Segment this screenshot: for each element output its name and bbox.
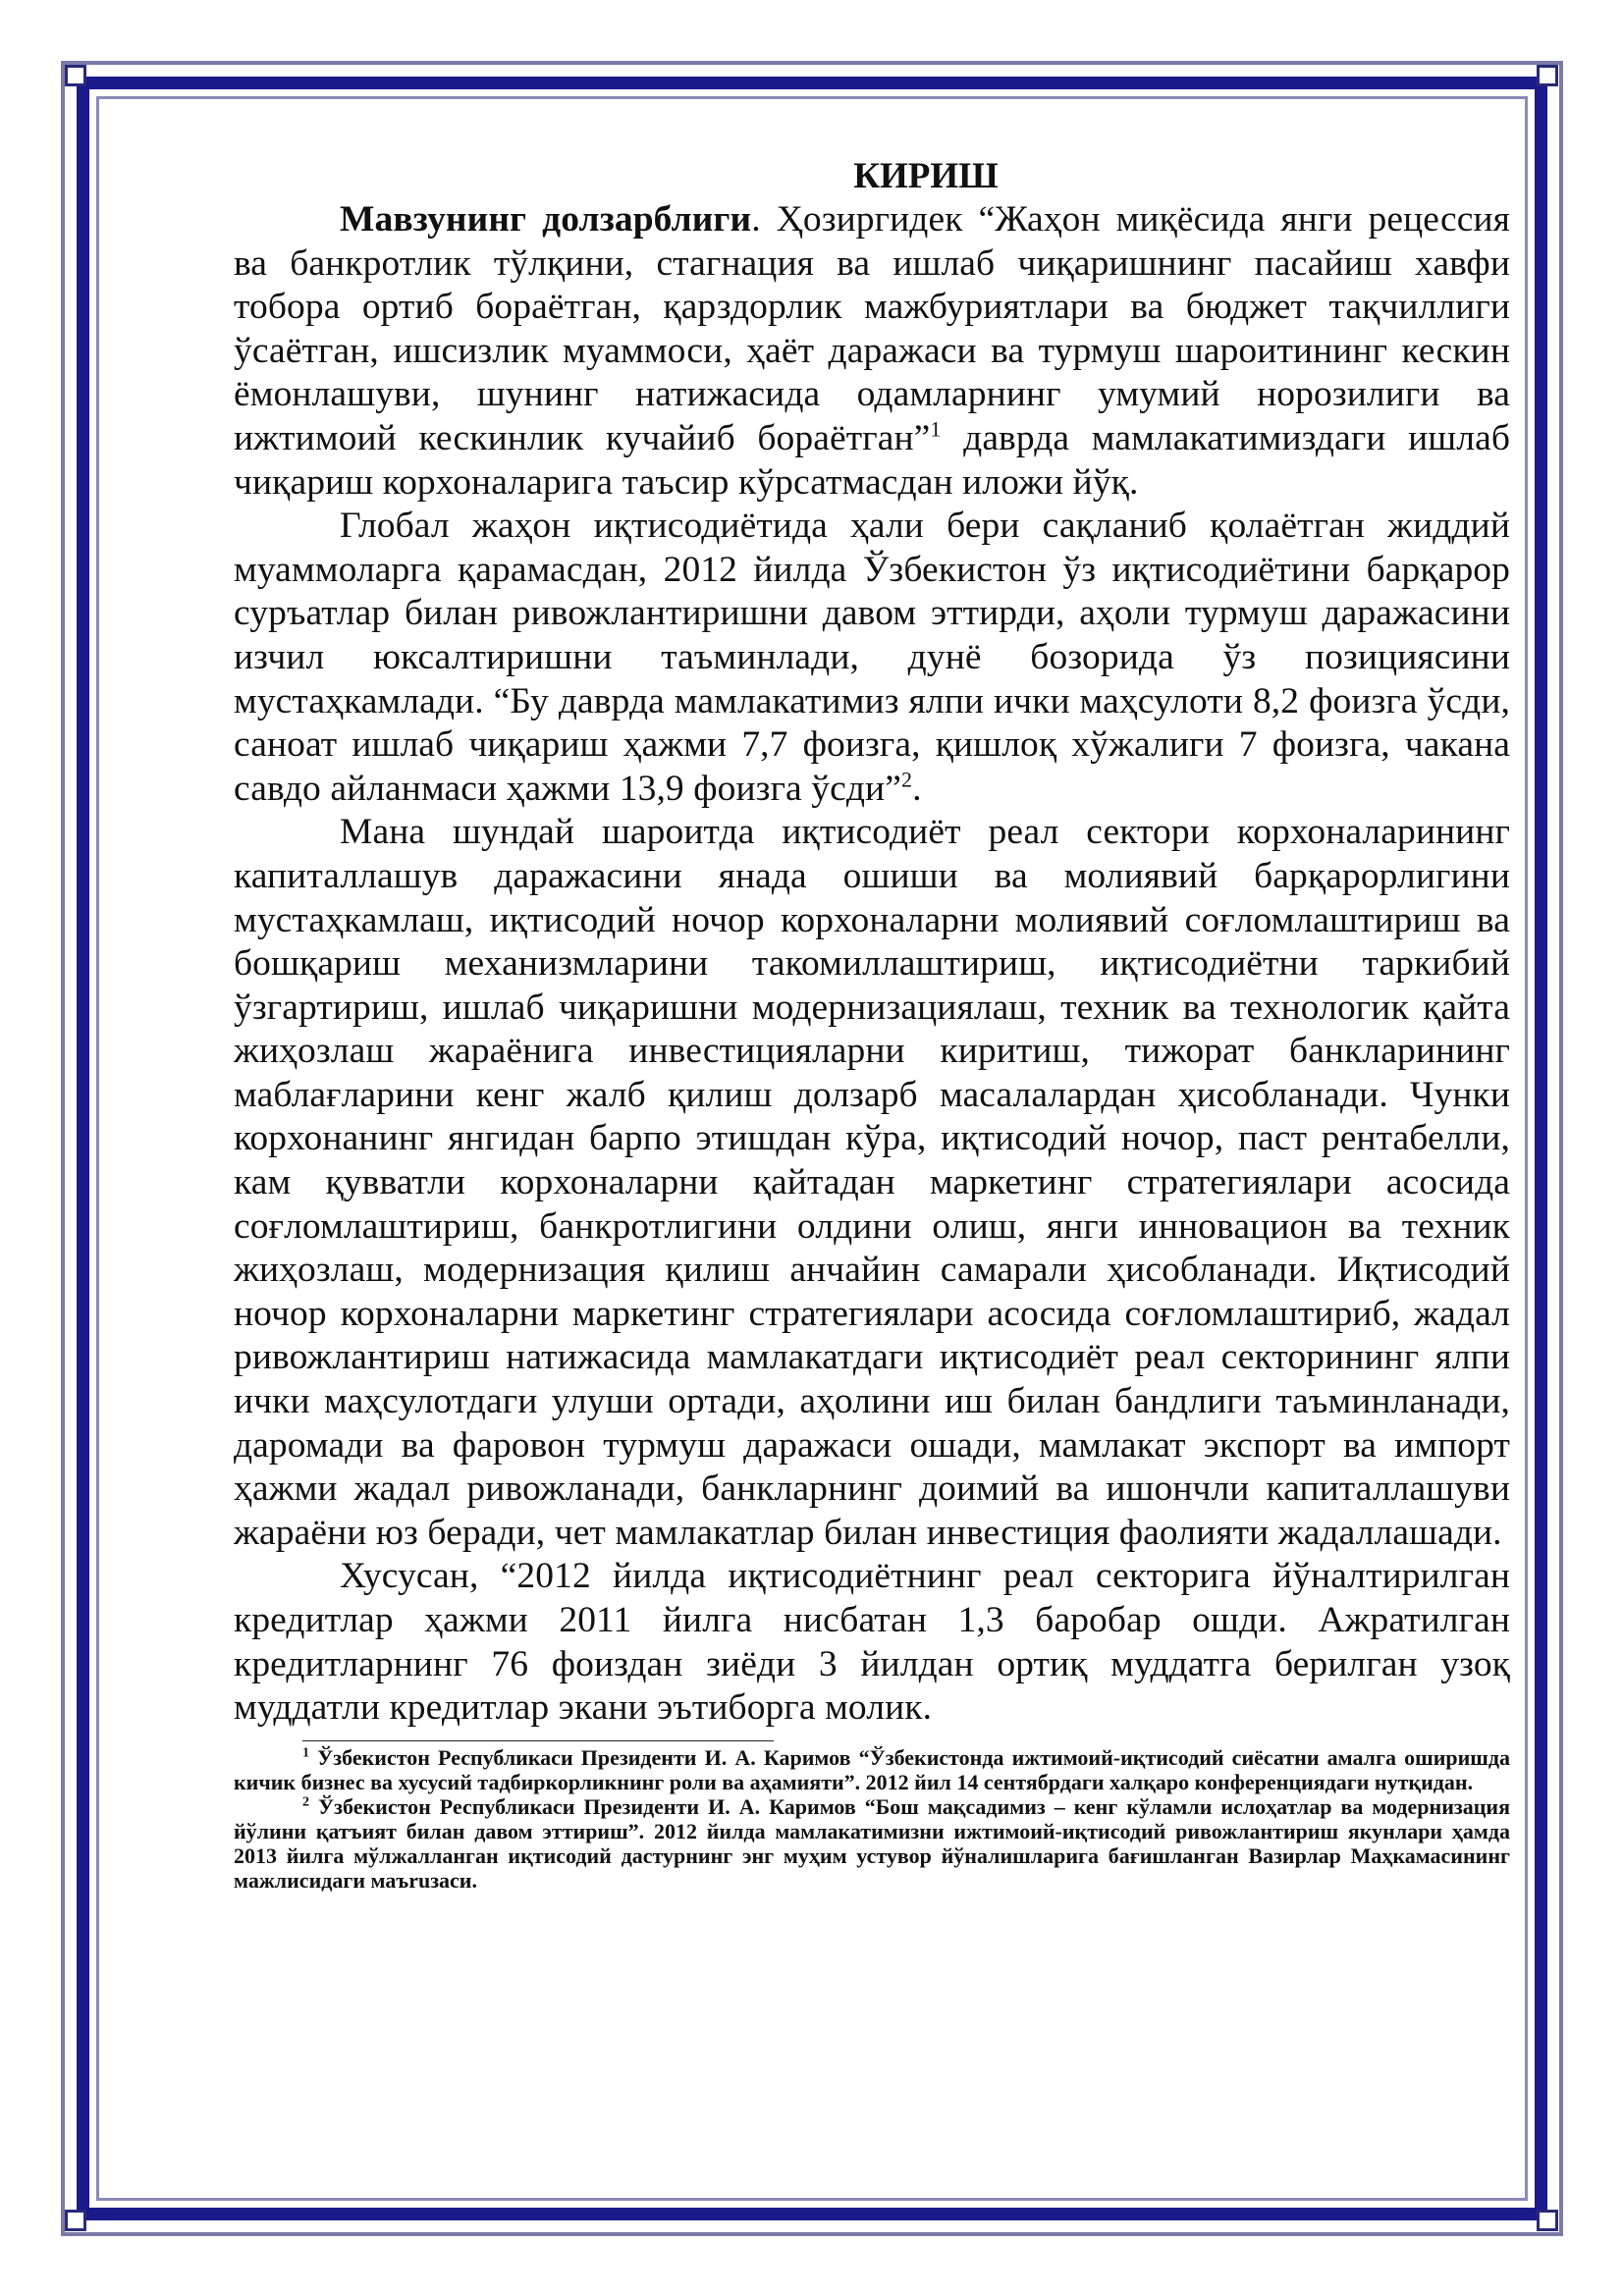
footnote-2 (234, 1794, 1510, 1893)
relevance-heading: Мавзунинг долзарблиги (340, 199, 752, 240)
footnote-text: Ўзбекистон Республикаси Президенти И. А. Каримов “Ўзбекистонда ижтимоий-иқтисодий сиёсатни амалга оширишда кичик бизнес ва хусусий тадбиркорликнинг роли ва аҳамияти”. 2012 йил 14 сентябрдаги халқаро конференциядаги нутқидан. (234, 1744, 1510, 1794)
paragraph-real-sector: Мана шундай шароитда иқтисодиёт реал сектори корхоналарининг капиталлашув даражасини янада ошиши ва молиявий барқарорлигини мустаҳкамлаш, иқтисодий ночор корхоналарни молиявий соғломлаштириш ва бошқариш механизмларини такомиллаштириш, иқтисодиётни таркибий ўзгартириш, ишлаб чиқаришни модернизациялаш, техник ва технологик қайта жиҳозлаш жараёнига инвестицияларни киритиш, тижорат банкларининг маблағларини кенг жалб қилиш долзарб масалалардан ҳисобланади. Чунки корхонанинг янгидан барпо этишдан кўра, иқтисодий ночор, паст рентабелли, кам қувватли корхоналарни қайтадан маркетинг стратегиялари асосида соғломлаштириш, банкротлигини олдини олиш, янги инновацион ва техник жиҳозлаш, модернизация қилиш анчайин самарали ҳисобланади. Иқтисодий ночор корхоналарни маркетинг стратегиялари асосида соғломлаштириб, жадал ривожлантириш натижасида мамлакатдаги иқтисодиёт реал секторининг ялпи ички маҳсулотдаги улуши ортади, аҳолини иш билан бандлиги таъминланади, даромади ва фаровон турмуш даражаси ошади, мамлакат экспорт ва импорт ҳажми жадал ривожланади, банкларнинг доимий ва ишончли капиталлашуви жараёни юз беради, чет мамлакатлар билан инвестиция фаолияти жадаллашади. (234, 812, 1510, 1553)
footnote-separator (302, 1740, 774, 1741)
footnote-number: 1 (302, 1745, 309, 1761)
footnote-text: Ўзбекистон Республикаси Президенти И. А. Каримов “Бош мақсадимиз – кенг кўламли ислоҳатлар ва модернизация йўлини қатъият билан давом эттириш”. 2012 йилда мамлакатимизни ижтимоий-иқтисодий ривожлантириш якунлари ҳамда 2013 йилга мўлжалланган иқтисодий дастурнинг энг муҳим устувор йўналишларига бағишланган Вазирлар Маҳкамасининг мажлисидаги маъruзаси. (234, 1793, 1510, 1893)
page-title: КИРИШ (853, 156, 999, 196)
border-corner-ornament (1537, 65, 1558, 86)
paragraph-credits: Хусусан, “2012 йилда иқтисодиётнинг реал секторига йўналтирилган кредитлар ҳажми 2011 йилга нисбатан 1,3 баробар ошди. Ажратилган кредитларнинг 76 фоиздан зиёди 3 йилдан ортиқ муддатга берилган узоқ муддатли кредитлар экани эътиборга молик. (234, 1556, 1510, 1729)
border-corner-ornament (65, 65, 86, 86)
paragraph-text: Глобал жаҳон иқтисодиётида ҳали бери сақланиб қолаётган жиддий муаммоларга қарамасдан, 2012 йилда Ўзбекистон ўз иқтисодиётини барқарор суръатлар билан ривожлантиришни давом эттирди, аҳоли турмуш даражасини изчил юксалтиришни таъминлади, дунё бозорида ўз позициясини мустаҳкамлади. “Бу даврда мамлакатимиз ялпи ички маҳсулоти 8,2 фоизга ўсди, саноат ишлаб чиқариш ҳажми 7,7 фоизга, қишлоқ хўжалиги 7 фоизга, чакана савдо айланмаси ҳажми 13,9 фоизга ўсди” (234, 506, 1510, 809)
paragraph-text: . Ҳозиргидек “Жаҳон миқёсида янги рецессия ва банкротлик тўлқини, стагнация ва ишлаб чиқаришнинг пасайиш хавфи тобора ортиб бораётган, қарздорлик мажбуриятлари ва бюджет тақчиллиги ўсаётган, ишсизлик муаммоси, ҳаёт даражаси ва турмуш шароитининг кескин ёмонлашуви, шунинг натижасида одамларнинг умумий норозилиги ва ижтимоий кескинлик кучайиб бораётган” (234, 199, 1510, 458)
paragraph-global-economy (234, 505, 1510, 811)
footnote-1 (234, 1745, 1510, 1794)
paragraph-text: даврда мамлакатимиздаги ишлаб чиқариш корхоналарига таъсир кўрсатмасдан иложи йўқ. (234, 417, 1510, 503)
document-body (234, 147, 1510, 1893)
footnote-number: 2 (302, 1794, 309, 1810)
footnote-ref: 2 (900, 767, 913, 792)
footnote-ref: 1 (930, 416, 942, 442)
border-corner-ornament (1537, 2210, 1558, 2231)
paragraph-text: . (912, 768, 922, 809)
paragraph-relevance (234, 198, 1510, 505)
border-corner-ornament (65, 2210, 86, 2231)
